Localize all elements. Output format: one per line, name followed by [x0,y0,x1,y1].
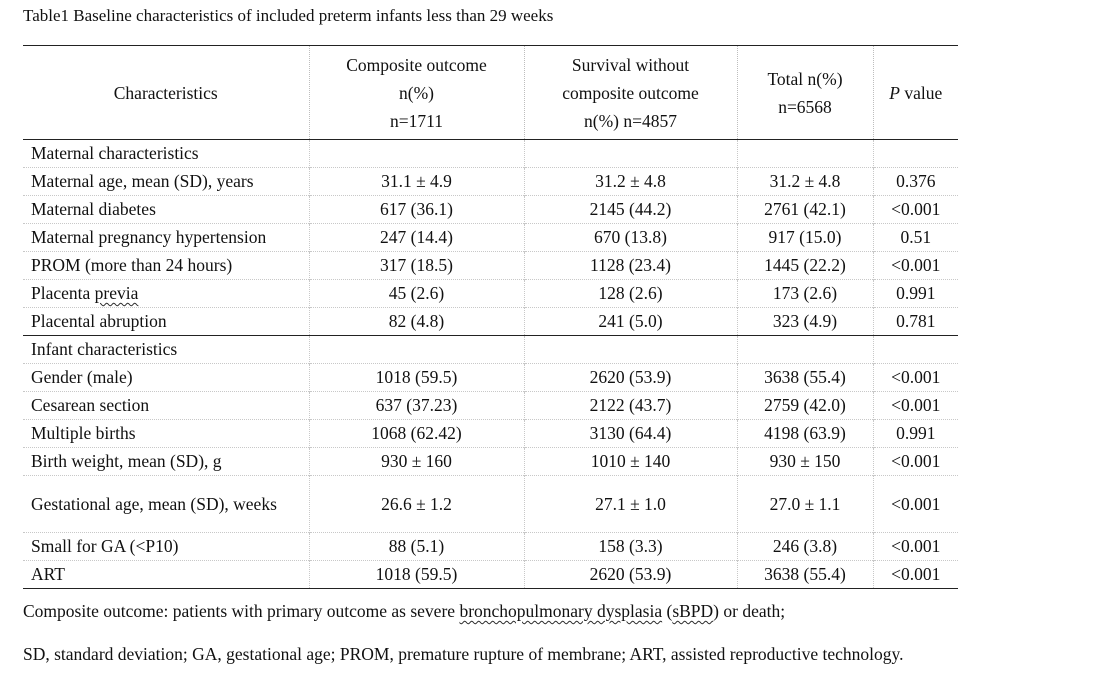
row-label [23,280,309,308]
header-total-line1: Total n(%) [767,68,843,89]
table-row [23,533,958,561]
header-composite-line3: n=1711 [390,110,443,131]
cell-composite: 45 (2.6) [309,280,524,308]
cell-survival: 3130 (64.4) [524,420,737,448]
cell-composite: 88 (5.1) [309,533,524,561]
row-label: Maternal pregnancy hypertension [23,224,309,252]
cell-p-value: <0.001 [873,392,958,420]
table-row [23,448,958,476]
footnote-spellcheck-word: bronchopulmonary dysplasia [459,601,663,621]
footnote-spellcheck-word: sBPD [672,601,714,621]
table-row [23,392,958,420]
section-row-maternal [23,140,958,168]
row-label-part: Placenta [31,283,95,303]
row-label-spellcheck-word: previa [94,283,139,303]
cell-p-value: <0.001 [873,533,958,561]
footnote-text: ) or death; [713,601,786,621]
cell-p-value: <0.001 [873,561,958,589]
header-p-value [873,46,958,140]
cell-p-value: <0.001 [873,448,958,476]
header-p-italic: P [889,82,900,103]
cell-survival: 2122 (43.7) [524,392,737,420]
section-label: Infant characteristics [23,336,309,364]
footnote-composite-outcome [23,601,785,622]
cell-p-value: 0.781 [873,308,958,336]
cell-p-value: <0.001 [873,196,958,224]
cell-p-value: <0.001 [873,364,958,392]
row-label: Gestational age, mean (SD), weeks [23,476,309,533]
cell-p-value: 0.376 [873,168,958,196]
cell-total: 2761 (42.1) [737,196,873,224]
table-row [23,561,958,589]
cell-survival: 31.2 ± 4.8 [524,168,737,196]
header-survival-line2: composite outcome [562,82,699,103]
row-label: Small for GA (<P10) [23,533,309,561]
table-row [23,196,958,224]
row-label: ART [23,561,309,589]
cell-total: 4198 (63.9) [737,420,873,448]
header-total-line2: n=6568 [778,96,832,117]
cell-composite: 247 (14.4) [309,224,524,252]
cell-total: 2759 (42.0) [737,392,873,420]
header-composite-line2: n(%) [399,82,434,103]
header-survival [524,46,737,140]
header-survival-line3: n(%) n=4857 [584,110,677,131]
row-label: Placental abruption [23,308,309,336]
cell-composite: 31.1 ± 4.9 [309,168,524,196]
cell-survival: 241 (5.0) [524,308,737,336]
cell-survival: 2620 (53.9) [524,364,737,392]
cell-total: 917 (15.0) [737,224,873,252]
cell-composite: 26.6 ± 1.2 [309,476,524,533]
header-p-rest: value [899,82,943,103]
cell-p-value: 0.991 [873,280,958,308]
cell-p-value: 0.51 [873,224,958,252]
baseline-characteristics-table [23,45,958,589]
cell-composite: 637 (37.23) [309,392,524,420]
header-composite-outcome [309,46,524,140]
section-label: Maternal characteristics [23,140,309,168]
cell-total: 3638 (55.4) [737,364,873,392]
row-label: PROM (more than 24 hours) [23,252,309,280]
cell-survival: 1010 ± 140 [524,448,737,476]
cell-survival: 128 (2.6) [524,280,737,308]
cell-survival: 158 (3.3) [524,533,737,561]
footnote-abbreviations: SD, standard deviation; GA, gestational age; PROM, premature rupture of membrane; ART, assisted reproductive technology. [23,644,904,664]
table-row [23,224,958,252]
footnote-text: Composite outcome: patients with primary outcome as severe [23,601,460,621]
cell-p-value: <0.001 [873,252,958,280]
table-row [23,280,958,308]
cell-total: 31.2 ± 4.8 [737,168,873,196]
cell-survival: 2620 (53.9) [524,561,737,589]
cell-composite: 617 (36.1) [309,196,524,224]
table-caption: Table1 Baseline characteristics of included preterm infants less than 29 weeks [23,6,554,25]
table-row [23,420,958,448]
header-total [737,46,873,140]
row-label: Birth weight, mean (SD), g [23,448,309,476]
cell-total: 930 ± 150 [737,448,873,476]
header-composite-line1: Composite outcome [346,54,487,75]
cell-composite: 317 (18.5) [309,252,524,280]
table-row [23,476,958,533]
cell-composite: 930 ± 160 [309,448,524,476]
cell-survival: 27.1 ± 1.0 [524,476,737,533]
row-label: Gender (male) [23,364,309,392]
cell-total: 1445 (22.2) [737,252,873,280]
cell-p-value: 0.991 [873,420,958,448]
cell-composite: 1018 (59.5) [309,364,524,392]
table-row [23,168,958,196]
cell-total: 3638 (55.4) [737,561,873,589]
cell-total: 173 (2.6) [737,280,873,308]
cell-total: 246 (3.8) [737,533,873,561]
cell-survival: 1128 (23.4) [524,252,737,280]
cell-total: 323 (4.9) [737,308,873,336]
table-row [23,252,958,280]
cell-p-value: <0.001 [873,476,958,533]
cell-survival: 2145 (44.2) [524,196,737,224]
cell-composite: 1068 (62.42) [309,420,524,448]
cell-composite: 82 (4.8) [309,308,524,336]
table-row [23,308,958,336]
row-label: Maternal diabetes [23,196,309,224]
cell-total: 27.0 ± 1.1 [737,476,873,533]
footnote-text: ( [662,601,673,621]
cell-survival: 670 (13.8) [524,224,737,252]
table-row [23,364,958,392]
row-label: Maternal age, mean (SD), years [23,168,309,196]
row-label: Multiple births [23,420,309,448]
row-label: Cesarean section [23,392,309,420]
section-row-infant [23,336,958,364]
header-survival-line1: Survival without [571,54,690,75]
header-characteristics: Characteristics [23,46,309,140]
cell-composite: 1018 (59.5) [309,561,524,589]
table-header-row [23,46,958,140]
